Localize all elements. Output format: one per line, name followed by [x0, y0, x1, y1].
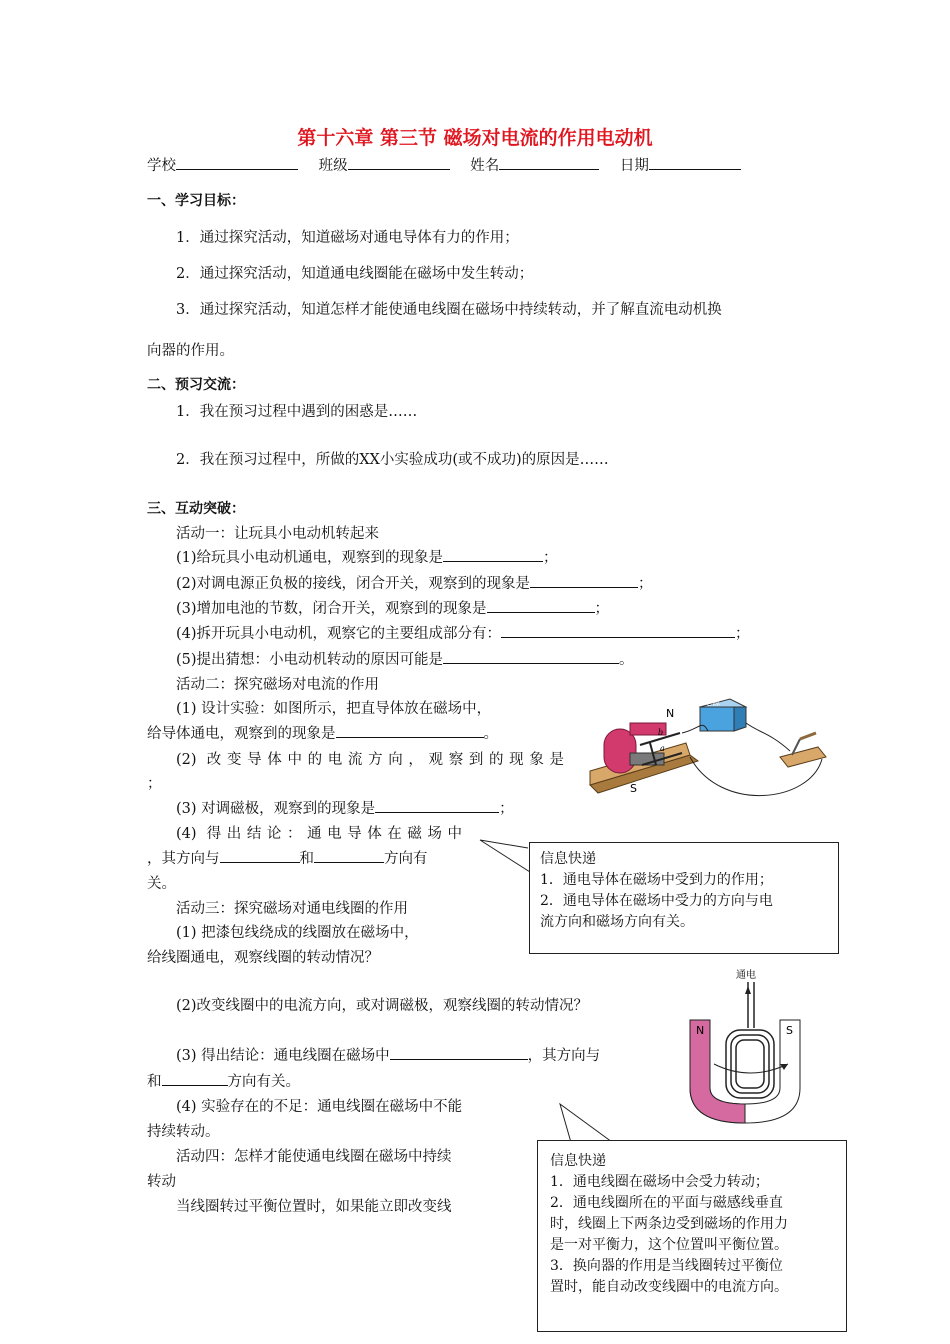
- activity1-title: 活动一：让玩具小电动机转起来: [176, 526, 379, 542]
- name-label: 姓名: [470, 158, 500, 174]
- activity2-q2-line1: (2) 改变导体中的电流方向，观察到的现象是: [176, 752, 564, 768]
- activity3-q2: (2)改变线圈中的电流方向，或对调磁极，观察线圈的转动情况？: [176, 998, 589, 1014]
- section2-heading: 二、预习交流：: [147, 377, 245, 393]
- date-label: 日期: [619, 158, 649, 174]
- current-label: 通电: [736, 970, 756, 981]
- wire-b-label: b: [658, 728, 664, 737]
- figure-conductor-experiment: [590, 693, 830, 808]
- answer-blank[interactable]: [220, 848, 300, 863]
- info-line: 是一对平衡力，这个位置叫平衡位置。: [550, 1237, 788, 1253]
- info-line: 3．换向器的作用是当线圈转过平衡位: [550, 1258, 783, 1274]
- activity3-title: 活动三：探究磁场对通电线圈的作用: [176, 901, 408, 917]
- section3-heading: 三、互动突破：: [147, 501, 245, 517]
- activity4-title-line1: 活动四：怎样才能使通电线圈在磁场中持续: [176, 1149, 452, 1165]
- answer-blank[interactable]: [530, 573, 638, 588]
- answer-blank[interactable]: [487, 598, 595, 613]
- power-label: 电源: [704, 698, 720, 707]
- preview-item: 2．我在预习过程中，所做的XX小实验成功(或不成功)的原因是……: [176, 452, 609, 468]
- school-label: 学校: [147, 158, 176, 174]
- info-line: 流方向和磁场方向有关。: [540, 914, 694, 930]
- answer-blank[interactable]: [314, 848, 384, 863]
- header-fields: [147, 154, 741, 175]
- answer-blank[interactable]: [501, 623, 735, 638]
- activity2-q4-line2: ，其方向与 和 方向有: [147, 847, 428, 868]
- info-line: 1．通电线圈在磁场中会受力转动；: [550, 1174, 769, 1190]
- activity3-q3-line1: (3) 得出结论：通电线圈在磁场中 ，其方向与: [176, 1044, 600, 1065]
- activity3-q1-line2: 给线圈通电，观察线圈的转动情况？: [147, 950, 379, 966]
- info-box-title: 信息快递: [550, 1153, 606, 1169]
- goal-item: 3．通过探究活动，知道怎样才能使通电线圈在磁场中持续转动，并了解直流电动机换: [176, 302, 722, 318]
- activity2-q4-line3: 关。: [147, 876, 176, 892]
- activity2-q1-line2: 给导体通电，观察到的现象是 。: [147, 722, 498, 743]
- pole-n-label: N: [696, 1024, 705, 1037]
- wire-a-label: a: [660, 744, 665, 753]
- preview-item: 1．我在预习过程中遇到的困惑是……: [176, 404, 418, 420]
- goal-item: 向器的作用。: [147, 343, 234, 359]
- activity3-q3-line2: 和 方向有关。: [147, 1070, 300, 1091]
- answer-blank[interactable]: [336, 723, 484, 738]
- answer-blank[interactable]: [390, 1045, 528, 1060]
- page-title: 第十六章 第三节 磁场对电流的作用电动机: [297, 127, 653, 149]
- info-box-1: [529, 842, 839, 954]
- goal-item: 1．通过探究活动，知道磁场对通电导体有力的作用；: [176, 230, 519, 246]
- name-blank[interactable]: [499, 155, 599, 170]
- activity2-q2-line2: ；: [147, 776, 162, 792]
- pole-s-label: S: [786, 1024, 793, 1037]
- answer-blank[interactable]: [162, 1071, 228, 1086]
- school-blank[interactable]: [176, 155, 298, 170]
- magnet-s-label: S: [630, 782, 637, 795]
- activity3-q1-line1: (1) 把漆包线绕成的线圈放在磁场中，: [176, 925, 419, 941]
- info-line: 1．通电导体在磁场中受到力的作用；: [540, 872, 773, 888]
- activity3-q4-line2: 持续转动。: [147, 1124, 220, 1140]
- info-box-title: 信息快递: [540, 851, 596, 867]
- info-line: 2．通电线圈所在的平面与磁感线垂直: [550, 1195, 783, 1211]
- answer-blank[interactable]: [375, 798, 499, 813]
- activity3-q4-line1: (4) 实验存在的不足：通电线圈在磁场中不能: [176, 1099, 463, 1115]
- magnet-n-label: N: [666, 707, 675, 720]
- info-line: 置时，能自动改变线圈中的电流方向。: [550, 1279, 788, 1295]
- answer-blank[interactable]: [443, 547, 543, 562]
- activity4-title-line2: 转动: [147, 1174, 176, 1190]
- activity4-text: 当线圈转过平衡位置时，如果能立即改变线: [176, 1199, 452, 1215]
- date-blank[interactable]: [649, 155, 741, 170]
- activity1-q2: (2)对调电源正负极的接线，闭合开关，观察到的现象是 ；: [176, 572, 653, 593]
- info-box-2: [537, 1140, 847, 1332]
- activity2-q1-line1: (1) 设计实验：如图所示，把直导体放在磁场中，: [176, 701, 492, 717]
- answer-blank[interactable]: [443, 649, 619, 664]
- activity2-q4-line1: (4) 得出结论：通电导体在磁场中: [176, 826, 462, 842]
- goal-item: 2．通过探究活动，知道通电线圈能在磁场中发生转动；: [176, 266, 534, 282]
- class-label: 班级: [318, 158, 348, 174]
- activity2-q3: (3) 对调磁极，观察到的现象是 ；: [176, 797, 514, 818]
- activity1-q3: (3)增加电池的节数，闭合开关，观察到的现象是 ；: [176, 597, 609, 618]
- activity1-q5: (5)提出猜想：小电动机转动的原因可能是 。: [176, 648, 634, 669]
- figure-coil-experiment: [690, 968, 810, 1128]
- section1-heading: 一、学习目标：: [147, 193, 245, 209]
- class-blank[interactable]: [348, 155, 450, 170]
- info-line: 2．通电导体在磁场中受力的方向与电: [540, 893, 773, 909]
- activity1-q1: (1)给玩具小电动机通电，观察到的现象是 ；: [176, 546, 558, 567]
- info-line: 时，线圈上下两条边受到磁场的作用力: [550, 1216, 788, 1232]
- activity1-q4: (4)拆开玩具小电动机，观察它的主要组成部分有： ；: [176, 622, 750, 643]
- activity2-title: 活动二：探究磁场对电流的作用: [176, 677, 379, 693]
